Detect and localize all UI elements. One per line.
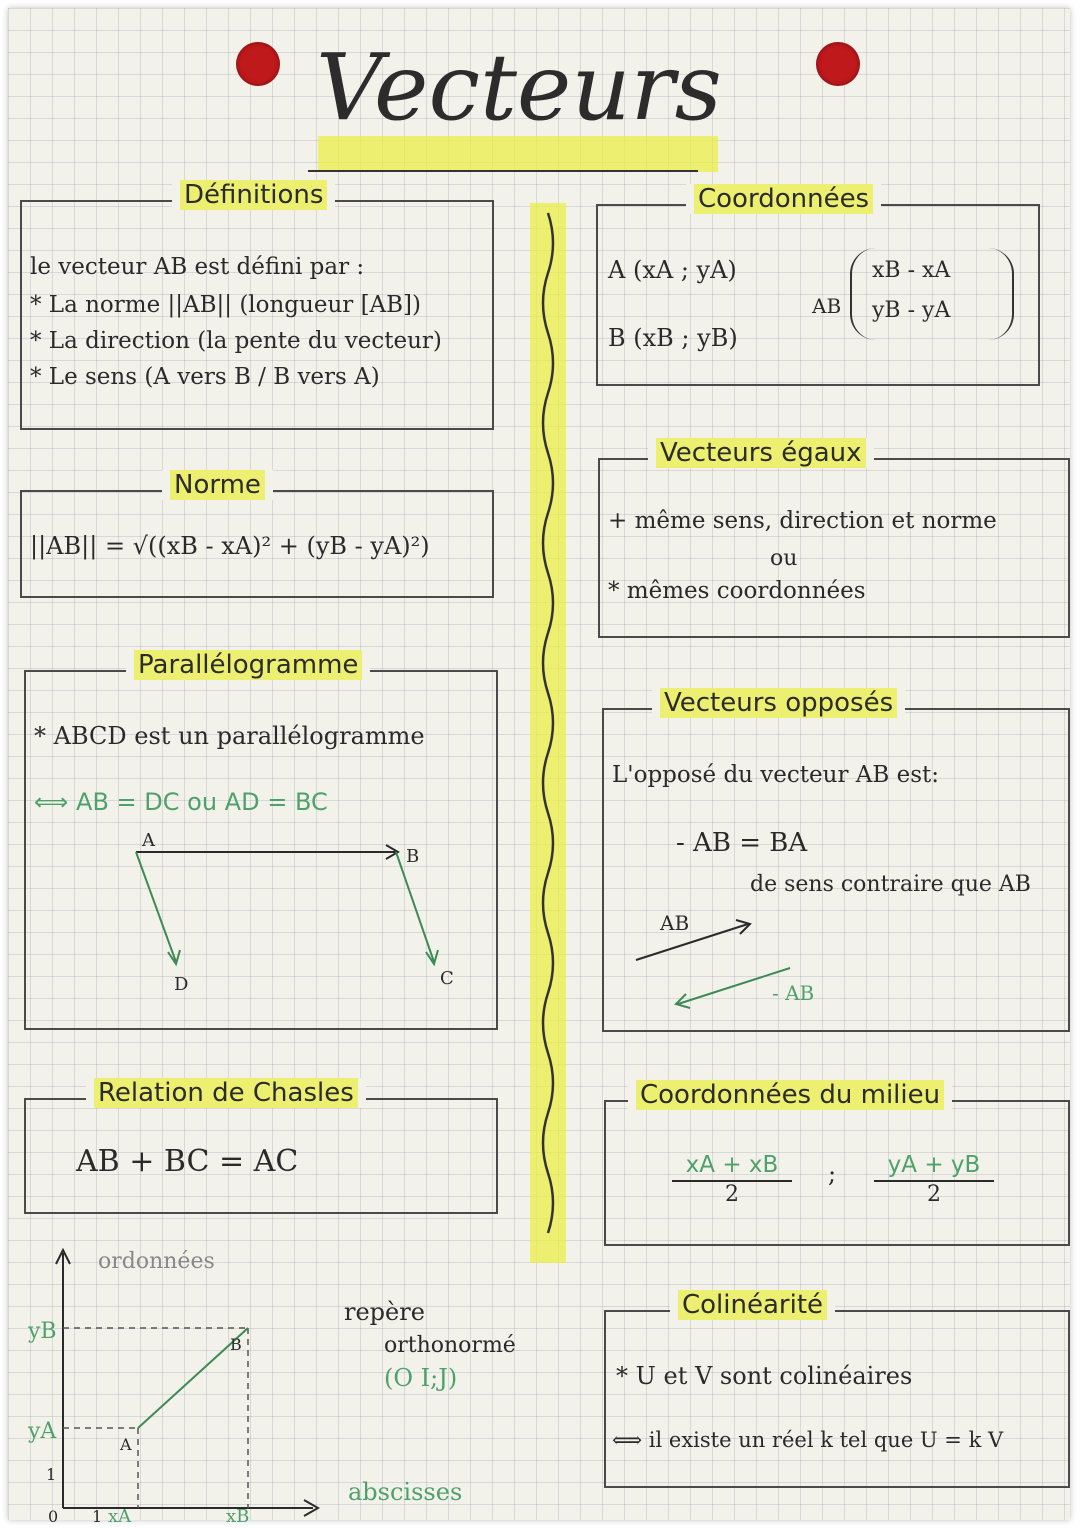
y-axis-label: ordonnées [98,1249,215,1274]
parallelogramme-statement: * ABCD est un parallélogramme [34,722,425,750]
coord-row-2: yB - yA [872,298,951,323]
opposes-title: Vecteurs opposés [660,688,897,718]
repere-graph [8,1238,528,1528]
milieu-den-y: 2 [927,1182,941,1207]
title-highlight [318,136,718,172]
point-b-graph-label: B [230,1335,242,1354]
parallelogramme-title: Parallélogramme [134,650,362,680]
opposes-figure [624,896,924,1016]
point-d-label: D [174,974,189,992]
opposes-note: de sens contraire que AB [750,872,1031,897]
colinearite-line-2: ⟺ il existe un réel k tel que U = k V [612,1428,1004,1452]
page-title: Vecteurs [316,34,722,141]
point-a-graph-label: A [120,1435,132,1454]
opposes-formula: - AB = BA [676,828,808,858]
center-divider [520,203,580,1263]
coord-row-1: xB - xA [872,258,951,283]
chasles-box [24,1078,498,1214]
norme-formula: ||AB|| = √((xB - xA)² + (yB - yA)²) [30,532,430,560]
coordonnees-box [596,184,1040,386]
coord-b: B (xB ; yB) [608,324,738,352]
coord-a: A (xA ; yA) [608,256,737,284]
coordonnees-title: Coordonnées [694,184,873,214]
punch-hole-right [816,42,860,86]
milieu-title: Coordonnées du milieu [636,1080,944,1110]
one-x-label: 1 [92,1507,103,1526]
milieu-separator: ; [828,1160,837,1188]
milieu-box [604,1080,1070,1246]
milieu-num-x: xA + xB [672,1152,792,1182]
parallelogram-figure [116,832,456,992]
repere-label-2: orthonormé [384,1333,516,1358]
definitions-item-1: * La norme ||AB|| (longueur [AB]) [30,292,421,318]
milieu-num-y: yA + yB [874,1152,994,1182]
colinearite-title: Colinéarité [678,1290,827,1320]
milieu-den-x: 2 [725,1182,739,1207]
egaux-box [598,438,1070,638]
parallelogramme-equivalence: ⟺ AB = DC ou AD = BC [34,788,328,816]
egaux-title: Vecteurs égaux [656,438,866,468]
ya-label: yA [28,1419,57,1444]
norme-box [20,470,494,598]
coord-vec-label: AB [812,294,842,318]
one-y-label: 1 [46,1465,57,1484]
chasles-title: Relation de Chasles [94,1078,358,1108]
opposes-vec-label: AB [660,911,690,935]
milieu-fraction-x [672,1152,792,1207]
norme-title: Norme [170,470,265,500]
definitions-item-3: * Le sens (A vers B / B vers A) [30,364,380,390]
page-title-wrap [308,28,728,178]
point-b-label: B [406,846,420,867]
definitions-item-2: * La direction (la pente du vecteur) [30,328,442,354]
colinearite-line-1: * U et V sont colinéaires [616,1362,913,1390]
notebook-page [8,8,1070,1527]
colinearite-box [604,1290,1070,1488]
opposes-intro: L'opposé du vecteur AB est: [612,762,939,788]
point-c-label: C [440,968,454,989]
coord-matrix [850,248,1014,340]
egaux-line-2: * mêmes coordonnées [608,578,866,604]
definitions-box [20,180,494,430]
punch-hole-left [236,42,280,86]
egaux-line-1: + même sens, direction et norme [608,508,997,534]
repere-label-1: repère [344,1298,425,1326]
xa-label: xA [108,1506,132,1527]
title-underline [308,170,698,172]
parallelogramme-box [24,650,498,1030]
definitions-intro: le vecteur AB est défini par : [30,254,365,280]
milieu-fraction-y [874,1152,994,1207]
egaux-or: ou [770,546,798,571]
chasles-formula: AB + BC = AC [76,1144,299,1179]
origin-label: 0 [48,1507,59,1526]
repere-label-3: (O I;J) [384,1364,458,1392]
opposes-box [602,688,1070,1032]
point-a-label: A [142,832,155,851]
yb-label: yB [28,1319,57,1344]
x-axis-label: abscisses [348,1478,463,1506]
opposes-neg-label: - AB [772,981,815,1005]
xb-label: xB [226,1506,250,1527]
definitions-title: Définitions [180,180,327,210]
